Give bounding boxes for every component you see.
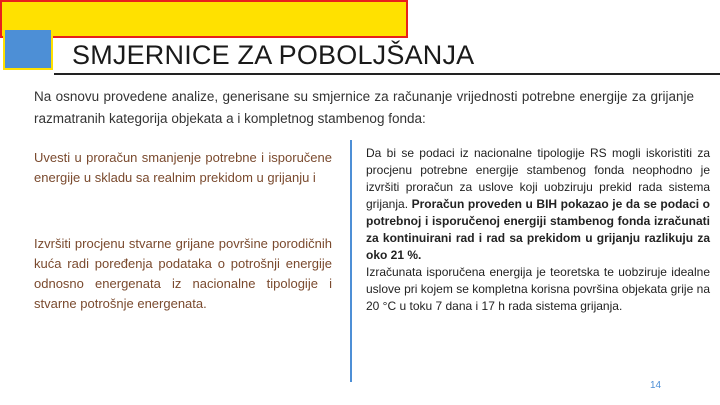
column-divider [350, 140, 352, 382]
explanation-text: Da bi se podaci iz nacionalne tipologije RS mogli iskoristiti za procjenu potrebne energije stambenog fonda neophodno je izvršiti proračun za uslove koji uobziruju prekid rada sistema grijanja. [366, 146, 710, 211]
explanation-paragraph-1 [366, 145, 710, 264]
explanation-highlight: Proračun proveden u BIH pokazao je da se podaci o potrebnoj i isporučenoj energiji stambenog fonda izračunati za kontinuirani rad i rad sa prekidom u grijanju razlikuju za oko 21 %. [366, 197, 710, 262]
slide-title: SMJERNICE ZA POBOLJŠANJA [72, 40, 475, 70]
guideline-item-1: Uvesti u proračun smanjenje potrebne i isporučene energije u skladu sa realnim prekidom u grijanju i [34, 150, 332, 185]
guidelines-column [34, 148, 332, 314]
title-underline [54, 73, 720, 75]
page-number: 14 [650, 380, 662, 391]
explanation-paragraph-2: Izračunata isporučena energija je teoretska te uobziruje idealne uslove pri kojem se kompletna korisna površina objekata grije na 20 °C u toku 7 dana i 17 h rada sistema grijanja. [366, 265, 710, 313]
intro-paragraph: Na osnovu provedene analize, generisane su smjernice za računanje vrijednosti potrebne energije za grijanje razmatranih kategorija objekata a i kompletnog stambenog fonda: [34, 89, 694, 126]
decorative-blue-square [3, 28, 53, 70]
decorative-top-bar [0, 0, 408, 38]
guideline-item-2: Izvršiti procjenu stvarne grijane površine porodičnih kuća radi poređenja podataka o potrošnji energije odnosno energenata iz nacionalne tipologije i stvarne potrošnje energenata. [34, 236, 332, 311]
explanation-column [366, 145, 710, 315]
